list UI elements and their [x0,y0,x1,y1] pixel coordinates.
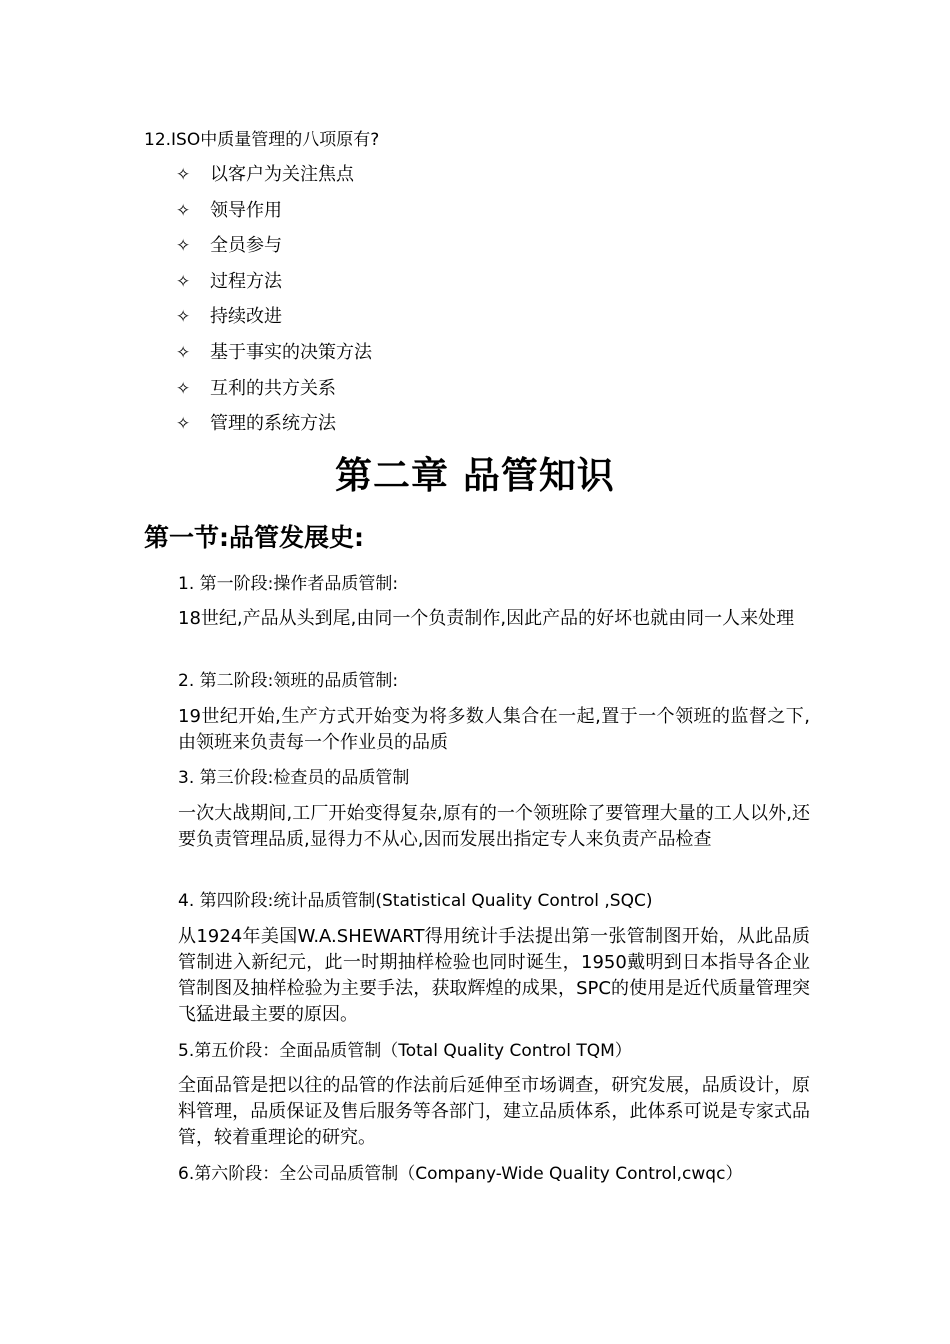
stage-heading-6: 6.第六阶段：全公司品质管制（Company-Wide Quality Control,cwqc） [178,1164,743,1184]
list-item-text: 互利的共方关系 [210,377,336,399]
stage-text-5: 全面品管是把以往的品管的作法前后延伸至市场调查，研究发展，品质设计，原料管理，品质保证及售后服务等各部门，建立品质体系，此体系可说是专家式品管，较着重理论的研究。 [178,1075,810,1148]
stage-heading-4: 4. 第四阶段:统计品质管制(Statistical Quality Control ,SQC) [178,891,653,911]
diamond-star-icon: ✧ [176,236,191,257]
list-item-text: 领导作用 [210,199,282,221]
stage-heading-1: 1. 第一阶段:操作者品质管制: [178,574,399,594]
list-item [176,409,372,445]
stage-text-4: 从1924年美国W.A.SHEWART得用统计手法提出第一张管制图开始，从此品质管制进入新纪元，此一时期抽样检验也同时诞生，1950戴明到日本指导各企业管制图及抽样检验为主要手法，获取辉煌的成果，SPC的使用是近代质量管理突飞猛进最主要的原因。 [178,926,810,1025]
diamond-star-icon: ✧ [176,200,191,221]
section-title: 第一节:品管发展史: [144,523,364,552]
diamond-star-icon: ✧ [176,271,191,292]
stage-heading-5: 5.第五价段：全面品质管制（Total Quality Control TQM） [178,1041,632,1061]
list-item-text: 全员参与 [210,235,282,257]
list-item [176,302,372,338]
list-item [176,374,372,410]
stage-text-3: 一次大战期间,工厂开始变得复杂,原有的一个领班除了要管理大量的工人以外,还要负责管理品质,显得力不从心,因而发展出指定专人来负责产品检查 [178,803,810,850]
list-item-text: 以客户为关注焦点 [210,164,354,185]
list-item [176,267,372,303]
principle-list [176,160,372,445]
stage-text-1: 18世纪,产品从头到尾,由同一个负责制作,因此产品的好坏也就由同一人来处理 [178,608,795,629]
diamond-star-icon: ✧ [176,307,191,328]
list-item-text: 持续改进 [210,306,282,328]
diamond-star-icon: ✧ [176,165,191,185]
diamond-star-icon: ✧ [176,414,191,435]
list-item [176,196,372,232]
question-title: 12.ISO中质量管理的八项原有? [144,130,380,150]
list-item [176,231,372,267]
list-item-text: 过程方法 [210,270,282,292]
list-item-text: 管理的系统方法 [210,413,336,435]
diamond-star-icon: ✧ [176,342,191,363]
stage-heading-3: 3. 第三价段:检查员的品质管制 [178,768,410,788]
chapter-title: 第二章 品管知识 [335,454,615,497]
list-item [176,338,372,374]
diamond-star-icon: ✧ [176,378,191,399]
stage-text-2: 19世纪开始,生产方式开始变为将多数人集合在一起,置于一个领班的监督之下,由领班来负责每一个作业员的品质 [178,706,810,753]
list-item-text: 基于事实的决策方法 [210,341,372,363]
list-item [176,160,372,196]
stage-heading-2: 2. 第二阶段:领班的品质管制: [178,671,399,691]
